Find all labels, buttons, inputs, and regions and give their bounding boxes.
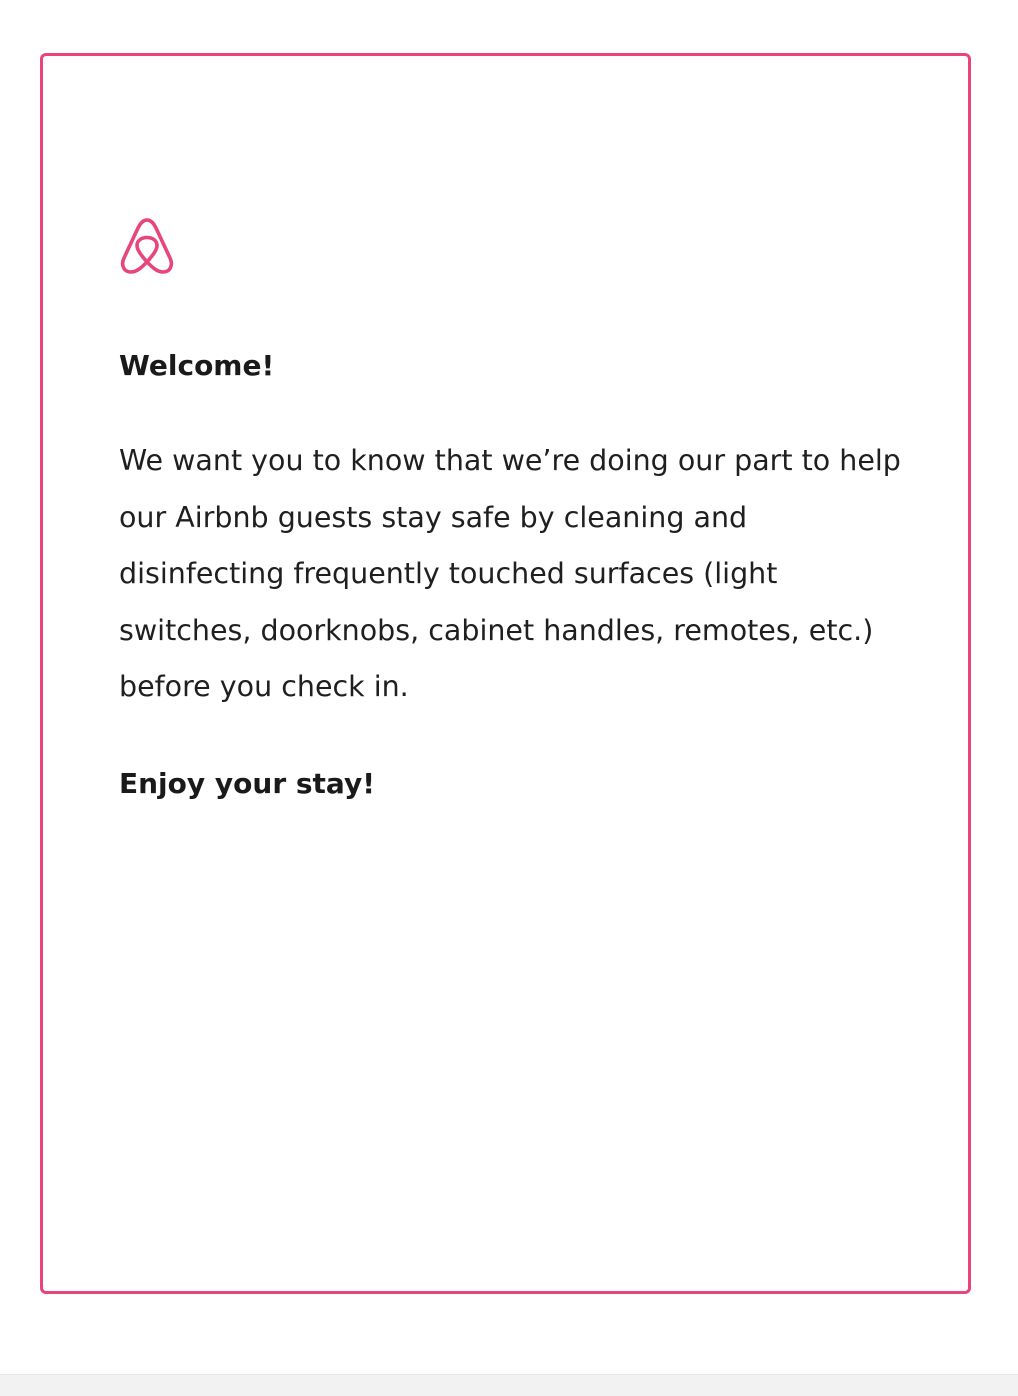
bottom-bar xyxy=(0,1374,1018,1396)
safety-message: We want you to know that we’re doing our part to help our Airbnb guests stay safe by cleaning and disinfecting frequently touched surfaces (light switches, doorknobs, cabinet handles, remotes, etc.) before you check in. xyxy=(119,444,901,703)
welcome-heading: Welcome! xyxy=(119,349,275,382)
airbnb-logo-icon xyxy=(119,216,175,276)
closing-line: Enjoy your stay! xyxy=(119,767,375,800)
welcome-card xyxy=(40,53,971,1294)
